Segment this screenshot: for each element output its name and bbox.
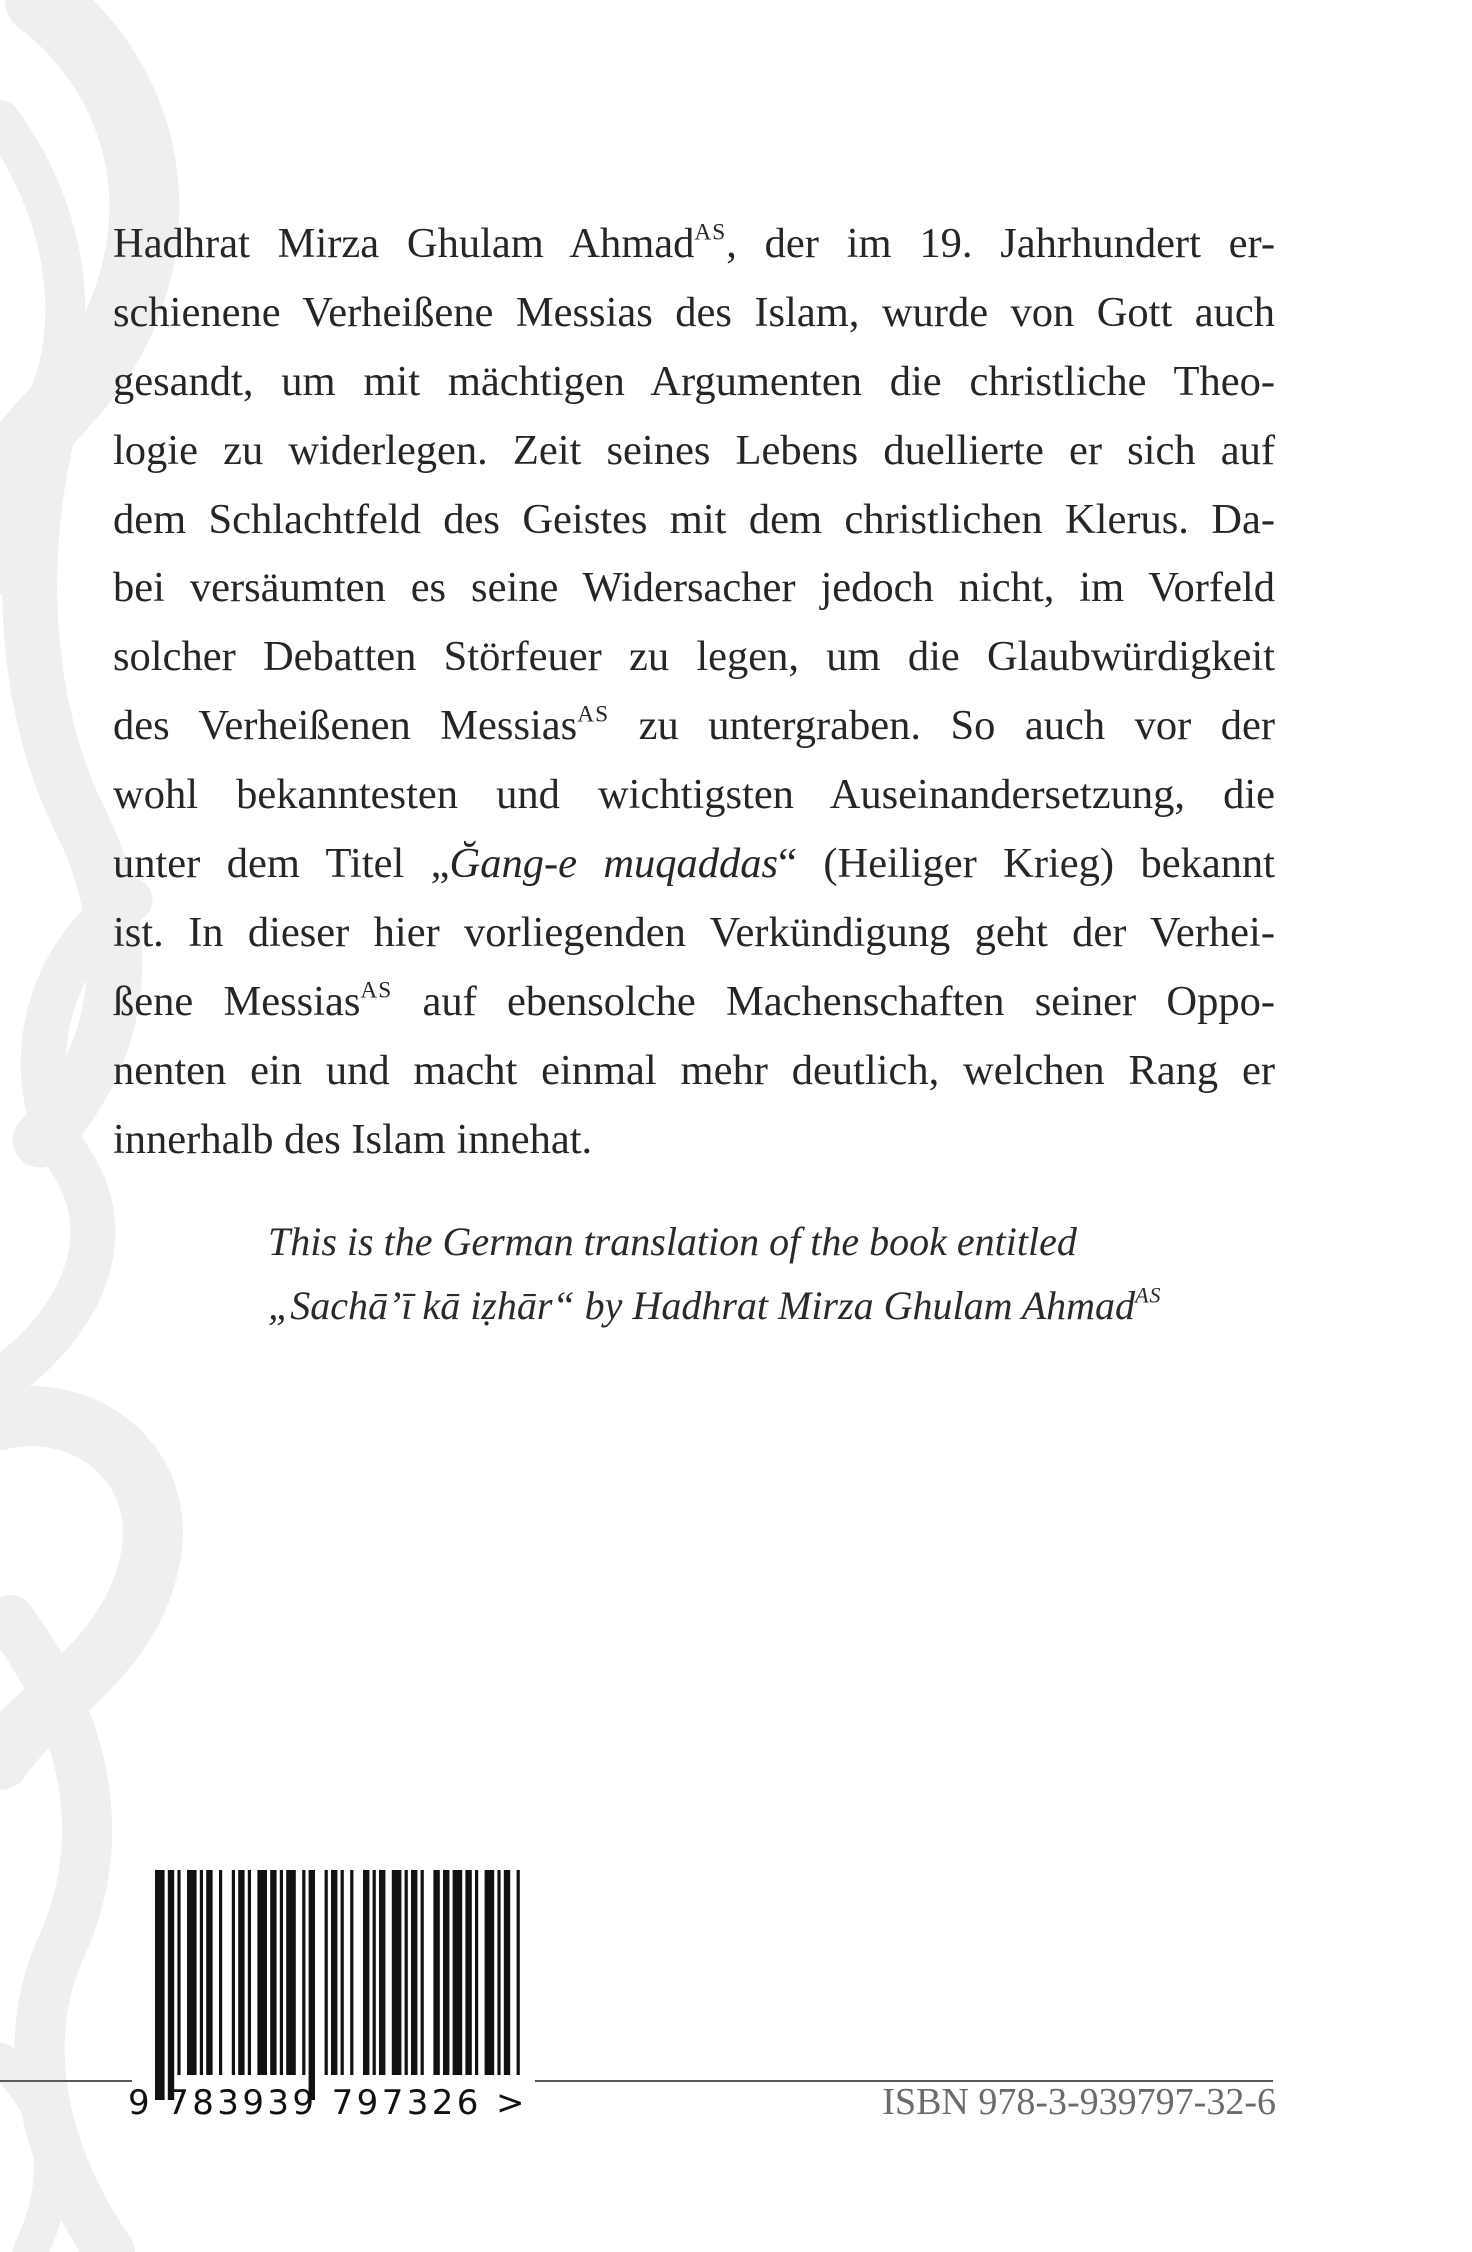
barcode-bar xyxy=(341,1870,344,2075)
barcode-bar xyxy=(331,1870,337,2075)
blurb-text: schienene Verheißene Messias des Islam, wurde von Gott auch xyxy=(113,288,1275,336)
barcode-bar xyxy=(485,1870,495,2075)
blurb-line xyxy=(113,486,1275,555)
blurb-line xyxy=(113,623,1275,692)
blurb-line xyxy=(113,279,1275,348)
barcode-bar xyxy=(421,1870,424,2075)
blurb-text: Hadhrat Mirza Ghulam Ahmad xyxy=(113,220,695,267)
blurb-line xyxy=(113,1106,1275,1175)
barcode-bar xyxy=(309,1870,315,2100)
blurb-line xyxy=(113,692,1275,761)
barcode-bar xyxy=(177,1870,180,2075)
barcode-bar xyxy=(475,1870,478,2075)
barcode-bar xyxy=(379,1870,385,2075)
isbn-number: ISBN 978-3-939797-32-6 xyxy=(882,2081,1276,2123)
blurb-text: logie zu widerlegen. Zeit seines Lebens duellierte er sich auf xyxy=(113,426,1275,474)
barcode-bar xyxy=(350,1870,353,2075)
blurb-text: des Verheißenen Messias xyxy=(113,702,578,750)
blurb-text: wohl bekanntesten und wichtigsten Auseinandersetzung, die xyxy=(113,771,1275,819)
divider-rule-left xyxy=(0,2080,132,2082)
barcode-bar xyxy=(497,1870,500,2075)
blurb-text: solcher Debatten Störfeuer zu legen, um die Glaubwürdigkeit xyxy=(113,633,1275,681)
blurb-line xyxy=(113,417,1275,486)
blurb-text: nenten ein und macht einmal mehr deutlich, welchen Rang er xyxy=(113,1046,1275,1094)
barcode-bar xyxy=(248,1870,251,2075)
barcode-bar xyxy=(465,1870,471,2075)
barcode-bar xyxy=(232,1870,235,2075)
barcode-bar xyxy=(517,1870,520,2075)
blurb-text: ßene Messias xyxy=(113,977,361,1025)
honorific-superscript: AS xyxy=(577,701,610,728)
blurb-line xyxy=(113,1037,1275,1106)
blurb-text: dem Schlachtfeld des Geistes mit dem christlichen Klerus. Da- xyxy=(113,495,1275,543)
back-cover-blurb xyxy=(113,210,1275,1174)
barcode-bar xyxy=(168,1870,174,2100)
barcode-bar xyxy=(433,1870,439,2075)
barcode-bar xyxy=(187,1870,197,2075)
blurb-line xyxy=(113,899,1275,968)
blurb-text: “ (Heiliger Krieg) bekannt xyxy=(778,840,1275,888)
barcode-bar xyxy=(392,1870,402,2075)
barcode-digits: 9 783939 797326 > xyxy=(128,2083,528,2123)
blurb-text: auf ebensolche Machenschaften seiner Oppo- xyxy=(392,977,1275,1025)
blurb-line xyxy=(113,968,1275,1037)
blurb-line xyxy=(113,210,1275,279)
barcode-bar xyxy=(286,1870,296,2075)
translation-note xyxy=(268,1210,1228,1338)
barcode-bar xyxy=(302,1870,305,2075)
translation-note-title: „Sachā’ī kā iẓhār“ by Hadhrat Mirza Ghulam Ahmad xyxy=(268,1283,1136,1328)
italic-title: Ğang-e muqaddas xyxy=(449,840,779,888)
barcode-bar xyxy=(363,1870,369,2075)
blurb-line xyxy=(113,348,1275,417)
barcode-bar xyxy=(411,1870,417,2075)
barcode-bar xyxy=(443,1870,449,2075)
translation-note-line-1: This is the German translation of the book entitled xyxy=(268,1219,1077,1264)
honorific-superscript: AS xyxy=(694,219,727,246)
barcode-bar xyxy=(504,1870,510,2075)
blurb-text: , der im 19. Jahrhundert er- xyxy=(726,220,1275,267)
barcode-bar xyxy=(280,1870,283,2075)
blurb-text: zu untergraben. So auch vor der xyxy=(609,702,1275,750)
barcode-bar xyxy=(155,1870,165,2100)
blurb-text: ist. In dieser hier vorliegenden Verkündigung geht der Verhei- xyxy=(113,908,1275,956)
blurb-text: gesandt, um mit mächtigen Argumenten die christliche Theo- xyxy=(113,357,1275,405)
honorific-superscript: AS xyxy=(1135,1282,1162,1308)
barcode-bar xyxy=(238,1870,244,2075)
blurb-line xyxy=(113,830,1275,899)
barcode-bar xyxy=(325,1870,328,2075)
blurb-line xyxy=(113,554,1275,623)
barcode-bar xyxy=(206,1870,212,2075)
barcode-bar xyxy=(219,1870,222,2075)
barcode-bar xyxy=(453,1870,463,2075)
barcode-bar xyxy=(405,1870,408,2075)
barcode-bar xyxy=(257,1870,267,2075)
barcode-bar xyxy=(270,1870,276,2075)
blurb-text: innerhalb des Islam innehat. xyxy=(113,1115,593,1163)
honorific-superscript: AS xyxy=(360,977,393,1004)
isbn-barcode xyxy=(153,1870,533,2100)
blurb-text: bei versäumten es seine Widersacher jedoch nicht, im Vorfeld xyxy=(113,564,1275,612)
blurb-text: unter dem Titel „ xyxy=(113,840,450,888)
translation-note-line-2 xyxy=(268,1274,1228,1338)
blurb-line xyxy=(113,761,1275,830)
barcode-bar xyxy=(373,1870,376,2075)
barcode-bar xyxy=(200,1870,203,2075)
